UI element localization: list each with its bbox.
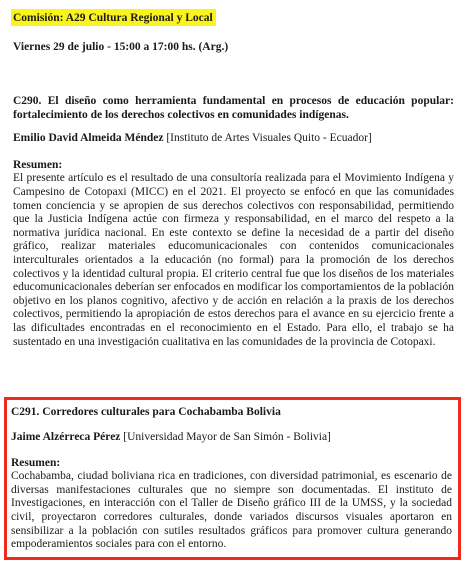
session-schedule: Viernes 29 de julio - 15:00 a 17:00 hs. (Arg.): [13, 41, 229, 53]
article-c291: [11, 405, 452, 552]
author-name: Jaime Alzérreca Pérez: [11, 431, 121, 444]
abstract-label: Resumen:: [13, 159, 63, 172]
author-affiliation: [Instituto de Artes Visuales Quito - Ecuador]: [163, 132, 372, 145]
abstract-text: El presente artículo es el resultado de una consultoría realizada para el Movimiento Indígena y Campesino de Cotopaxi (MICC) en el 2021. El proyecto se enfocó en que las comunidades tomen conciencia y se apropien de sus derechos colectivos con responsabilidad, permitiendo que la Justicia Indígena actúe con firmeza y responsabilidad, en el marco del respeto a la normativa jurídica nacional. En este contexto se define la necesidad de a partir del diseño gráfico, realizar materiales educomunicacionales con contenidos comunicacionales interculturales orientados a la educación (no formal) para la promoción de los derechos colectivos y la identidad cultural propia. El criterio central fue que los diseños de los materiales educomunicacionales deberían ser enfocados en modificar los comportamientos de la población objetivo en los planos cognitivo, afectivo y de acción en relación a la praxis de los derechos colectivos, permitiendo la apropiación de estos derechos para el avance en su ejercicio frente a las dificultades encontradas en el reconocimiento en el Estado. Para ello, el trabajo se ha sustentado en una investigación cualitativa en las comunidades de la provincia de Cotopaxi.: [13, 172, 454, 348]
abstract-label: Resumen:: [11, 457, 61, 470]
author-line: [11, 430, 452, 444]
author-affiliation: [Universidad Mayor de San Simón - Bolivia]: [120, 431, 331, 444]
article-c290: [13, 94, 454, 349]
article-title: C291. Corredores culturales para Cochabamba Bolivia: [11, 406, 281, 418]
author-name: Emilio David Almeida Méndez: [13, 132, 164, 145]
article-title: C290. El diseño como herramienta fundamental en procesos de educación popular: fortalecimiento de los derechos colectivos en comunidades indígenas.: [13, 95, 454, 122]
abstract-text: Cochabamba, ciudad boliviana rica en tradiciones, con diversidad patrimonial, es escenario de diversas manifestaciones culturales que no siempre son documentadas. El instituto de Investigaciones, en interacción con el Taller de Diseño gráfico III de la UMSS, y la sociedad civil, proyectaron corredores culturales, donde variados discursos visuales aportaron en sensibilizar a la población con sutiles resultados gráficos para promover cultura generando empoderamientos sociales para con el entorno.: [11, 470, 452, 551]
commission-heading: Comisión: A29 Cultura Regional y Local: [11, 9, 216, 26]
author-line: [13, 131, 454, 145]
